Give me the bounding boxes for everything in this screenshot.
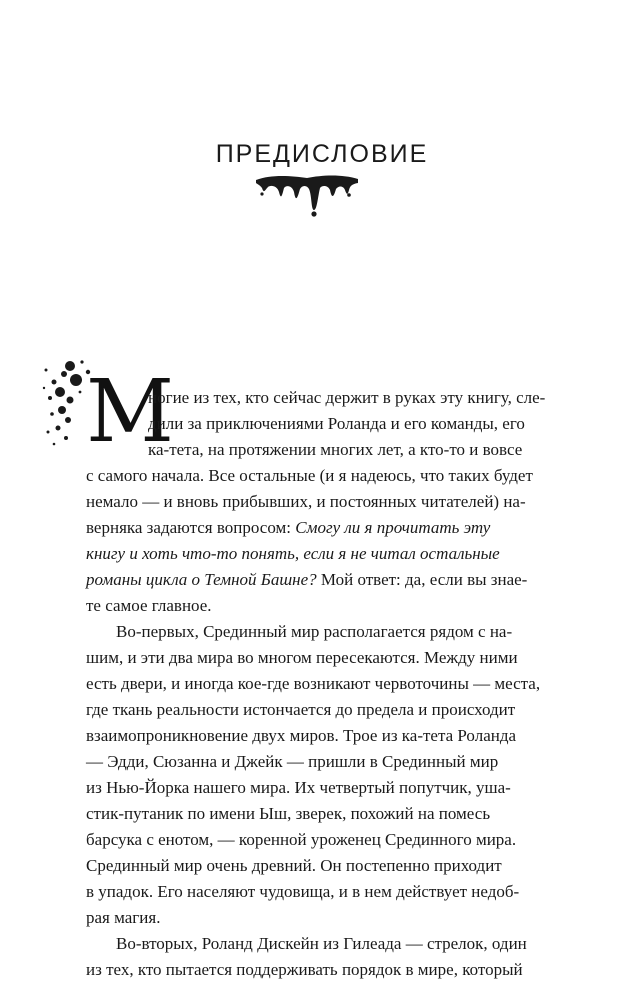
text-line: где ткань реальности истончается до предела и происходит [86,700,516,719]
italic-question: книгу и хоть что-то понять, если я не читал остальные [86,544,500,563]
text-line: те самое главное. [86,596,212,615]
text-line: есть двери, и иногда кое-где возникают червоточины — места, [86,674,541,693]
italic-question: Смогу ли я прочитать эту [295,518,491,537]
text-line: — Эдди, Сюзанна и Джейк — пришли в Срединный мир [86,752,499,771]
ink-drip-ornament [252,170,362,218]
text-line [86,570,527,590]
text-line: дили за приключениями Роланда и его команды, его [148,414,525,433]
text-line [86,544,500,564]
text-line: рая магия. [86,908,161,927]
text-line: Срединный мир очень древний. Он постепенно приходит [86,856,502,875]
text-line [86,518,490,538]
text-line: стик-путаник по имени Ыш, зверек, похожий на помесь [86,804,491,823]
text-line: ногие из тех, кто сейчас держит в руках эту книгу, сле- [148,388,546,407]
text-span: верняка задаются вопросом: [86,518,296,537]
text-line: ка-тета, на протяжении многих лет, а кто-то и вовсе [148,440,523,459]
text-line: немало — и вновь прибывших, и постоянных читателей) на- [86,492,526,511]
text-line: из Нью-Йорка нашего мира. Их четвертый попутчик, уша- [86,778,511,797]
text-line: барсука с енотом, — коренной уроженец Срединного мира. [86,830,517,849]
drop-cap: М [86,362,175,462]
text-span: Мой ответ: да, если вы знае- [316,570,528,589]
text-line: взаимопроникновение двух миров. Трое из ка-тета Роланда [86,726,517,745]
text-line: шим, и эти два мира во многом пересекаются. Между ними [86,648,518,667]
page-title: ПРЕДИСЛОВИЕ [215,140,429,168]
text-line: Во-вторых, Роланд Дискейн из Гилеада — стрелок, один [116,934,527,953]
text-line: с самого начала. Все остальные (и я надеюсь, что таких будет [86,466,533,485]
text-line: в упадок. Его населяют чудовища, и в нем действует недоб- [86,882,520,901]
text-line: из тех, кто пытается поддерживать порядок в мире, который [86,960,523,979]
italic-question: романы цикла о Темной Башне? [86,570,317,589]
text-line: Во-первых, Срединный мир располагается рядом с на- [116,622,513,641]
